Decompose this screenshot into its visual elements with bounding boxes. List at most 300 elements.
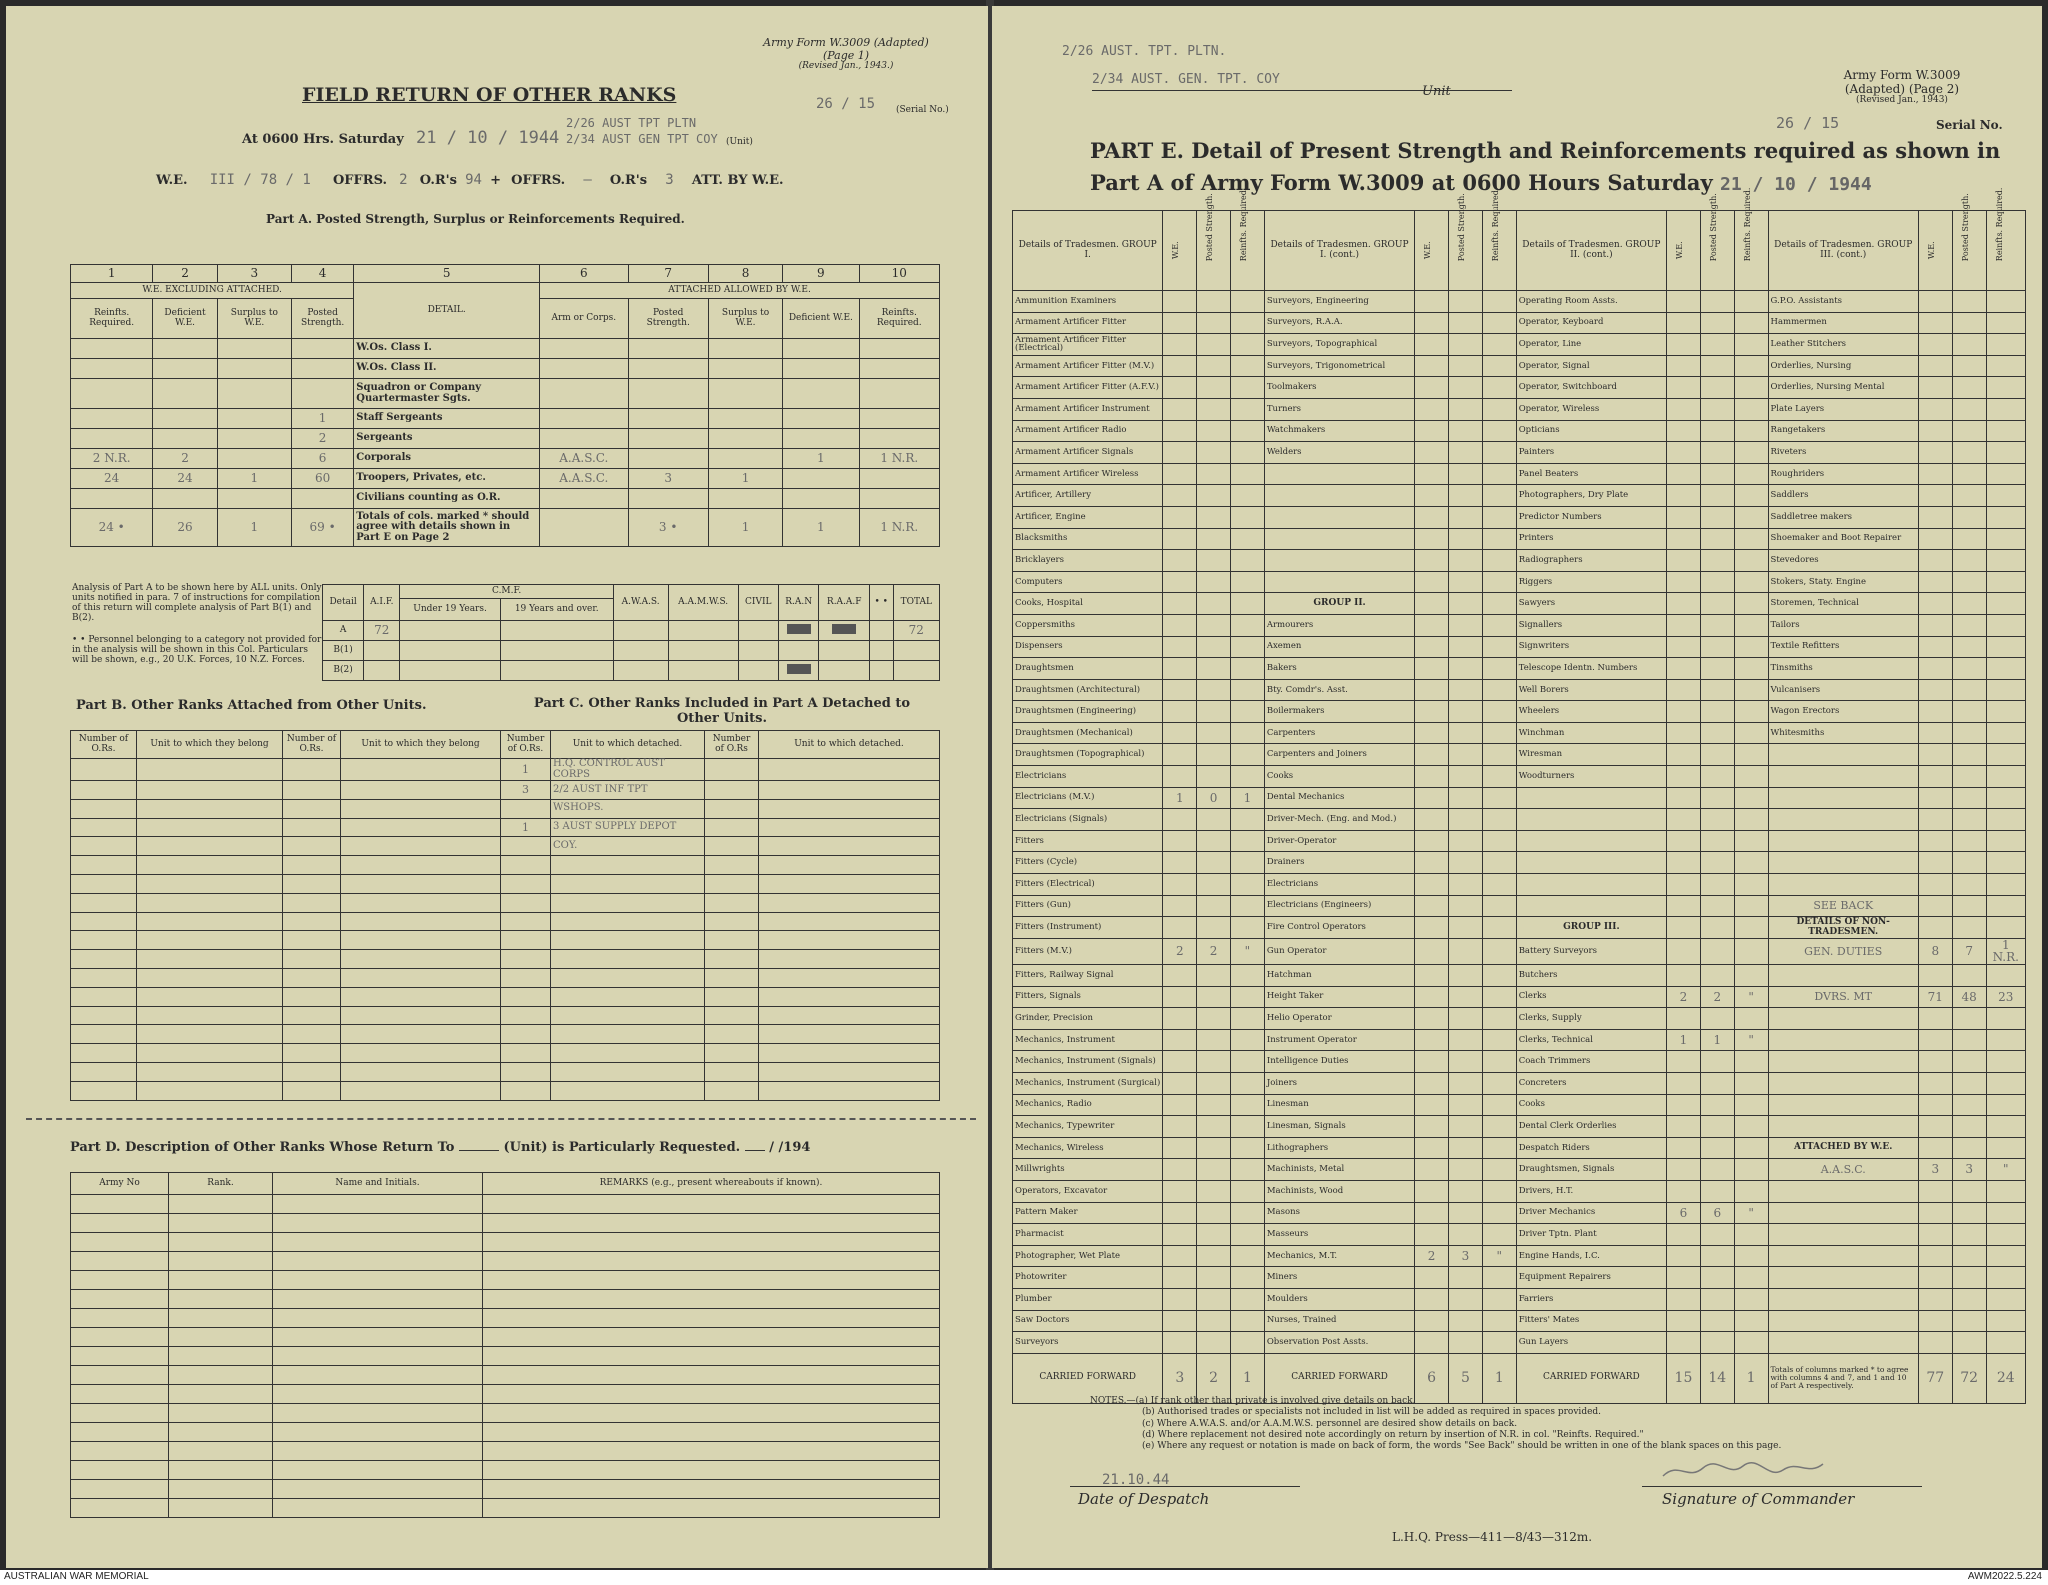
part-e-trade: Printers <box>1516 528 1666 550</box>
part-c-cell <box>705 968 759 987</box>
part-e-value <box>1231 1008 1265 1030</box>
part-d-row <box>71 1195 940 1214</box>
part-c-cell <box>759 968 940 987</box>
part-a-row <box>71 409 940 429</box>
part-c-cell <box>759 912 940 931</box>
part-e-detail-header: Details of Tradesmen. GROUP III. (cont.) <box>1768 211 1918 291</box>
part-e-value <box>1482 1159 1516 1181</box>
part-e-row <box>1013 766 2026 788</box>
part-e-value <box>1197 571 1231 593</box>
part-e-value <box>1952 1202 1986 1224</box>
part-e-value <box>1700 701 1734 723</box>
part-e-value <box>1163 420 1197 442</box>
part-e-value <box>1734 938 1768 964</box>
part-c-cell <box>759 837 940 856</box>
note-line: NOTES.—(a) If rank other than private is involved give details on back. <box>1090 1396 1416 1406</box>
part-e-trade: Mechanics, Instrument (Signals) <box>1013 1051 1163 1073</box>
part-e-value <box>1734 377 1768 399</box>
part-e-trade <box>1768 809 1918 831</box>
part-e-trade: Welders <box>1264 442 1414 464</box>
part-e-value <box>1918 1008 1952 1030</box>
analysis-header: A.A.M.W.S. <box>668 585 738 621</box>
part-e-row <box>1013 312 2026 334</box>
part-e-value <box>1482 1051 1516 1073</box>
part-e-trade: Rangetakers <box>1768 420 1918 442</box>
part-e-value <box>1449 1310 1483 1332</box>
part-e-sub-header-text: W.E. <box>1674 241 1684 260</box>
part-e-value <box>1952 485 1986 507</box>
analysis-cell <box>400 641 500 661</box>
part-a-cell <box>71 339 153 359</box>
analysis-row <box>323 621 940 641</box>
part-c-unit <box>551 950 705 969</box>
part-e-value: 7 <box>1952 938 1986 964</box>
part-e-value <box>1734 895 1768 917</box>
part-e-value <box>1482 1008 1516 1030</box>
part-e-value <box>1734 398 1768 420</box>
part-e-value <box>1734 1224 1768 1246</box>
part-b-cell <box>137 987 283 1006</box>
part-b-cell <box>283 856 341 875</box>
part-e-value <box>1449 1072 1483 1094</box>
part-e-value <box>1163 334 1197 356</box>
part-e-value <box>1197 334 1231 356</box>
part-e-trade: Surveyors, Topographical <box>1264 334 1414 356</box>
part-e-value <box>1482 614 1516 636</box>
part-a-cell: 1 <box>217 469 291 489</box>
part-e-value <box>1952 874 1986 896</box>
analysis-cell <box>668 661 738 681</box>
part-e-value <box>1482 917 1516 939</box>
part-d-cell <box>483 1271 940 1290</box>
part-e-value <box>1163 1072 1197 1094</box>
part-a-detail: Troopers, Privates, etc. <box>354 469 540 489</box>
part-e-value: 2 <box>1415 1245 1449 1267</box>
part-e-value <box>1197 1116 1231 1138</box>
part-b-cell <box>71 837 137 856</box>
part-e-sub-header-text: Reinfts. Required. <box>1994 187 2004 262</box>
part-e-value <box>1700 1180 1734 1202</box>
part-e-value: 0 <box>1197 787 1231 809</box>
part-d-row <box>71 1461 940 1480</box>
part-e-value <box>1986 1288 2025 1310</box>
part-d-cell <box>169 1309 273 1328</box>
part-c-unit <box>551 1025 705 1044</box>
part-e-title-2-text: Part A of Army Form W.3009 at 0600 Hours Saturday <box>1090 170 1713 195</box>
part-e-value <box>1449 1288 1483 1310</box>
part-e-value <box>1415 377 1449 399</box>
part-a-cell: 1 <box>783 449 859 469</box>
part-e-row <box>1013 571 2026 593</box>
part-e-value <box>1415 766 1449 788</box>
part-e-value <box>1667 874 1701 896</box>
part-e-trade: Painters <box>1516 442 1666 464</box>
part-d-row <box>71 1233 940 1252</box>
part-e-value <box>1952 1094 1986 1116</box>
part-e-value <box>1482 571 1516 593</box>
tear-line <box>26 1118 976 1120</box>
part-e-value <box>1986 614 2025 636</box>
part-e-trade: Well Borers <box>1516 679 1666 701</box>
part-e-value <box>1734 291 1768 313</box>
part-e-value <box>1482 1072 1516 1094</box>
part-d-row <box>71 1404 940 1423</box>
part-e-trade <box>1768 830 1918 852</box>
col-number: 2 <box>153 265 217 283</box>
part-d-cell <box>169 1442 273 1461</box>
part-a-cell <box>217 489 291 509</box>
part-e-value <box>1952 1310 1986 1332</box>
analysis-row-label: A <box>323 621 364 641</box>
part-e-trade: Riveters <box>1768 442 1918 464</box>
col-number: 8 <box>708 265 782 283</box>
part-e-trade: Whitesmiths <box>1768 722 1918 744</box>
part-e-row <box>1013 1202 2026 1224</box>
part-e-value <box>1231 550 1265 572</box>
part-e-value: 1 N.R. <box>1986 938 2025 964</box>
part-e-value <box>1231 1202 1265 1224</box>
part-e-value <box>1918 1288 1952 1310</box>
part-e-sub-header-text: Reinfts. Required. <box>1490 187 1500 262</box>
part-a-cell <box>71 359 153 379</box>
part-c-cell <box>759 893 940 912</box>
part-d-cell <box>71 1290 169 1309</box>
analysis-header: R.A.A.F <box>819 585 870 621</box>
offrs-value: 2 <box>399 172 408 188</box>
part-d-cell <box>273 1290 483 1309</box>
part-a-cell <box>540 409 628 429</box>
part-e-trade: Farriers <box>1516 1288 1666 1310</box>
part-e-value <box>1700 528 1734 550</box>
part-a-cell <box>859 429 939 449</box>
part-e-value <box>1197 1267 1231 1289</box>
part-a-cell: 3 • <box>628 509 708 547</box>
part-a-row <box>71 379 940 409</box>
part-d-header: Name and Initials. <box>273 1173 483 1195</box>
part-e-value <box>1163 528 1197 550</box>
part-e-sub-header <box>1449 193 1483 291</box>
part-e-trade <box>1768 1029 1918 1051</box>
part-e-value <box>1918 809 1952 831</box>
part-a-cell: 1 <box>291 409 353 429</box>
part-e-value <box>1986 636 2025 658</box>
part-e-trade: GROUP III. <box>1516 917 1666 939</box>
analysis-row <box>323 641 940 661</box>
part-b-cell <box>137 1062 283 1081</box>
col-header: Deficient W.E. <box>153 299 217 339</box>
part-e-value <box>1482 377 1516 399</box>
carried-forward-label: CARRIED FORWARD <box>1516 1353 1666 1403</box>
part-e-value <box>1667 852 1701 874</box>
part-e-value <box>1231 1072 1265 1094</box>
part-e-trade: Turners <box>1264 398 1414 420</box>
part-e-title-2 <box>1090 170 1872 195</box>
part-e-value <box>1231 1029 1265 1051</box>
part-b-cell <box>341 818 501 837</box>
part-e-value <box>1415 593 1449 615</box>
part-e-value <box>1986 679 2025 701</box>
part-e-value <box>1449 485 1483 507</box>
part-e-trade: Winchman <box>1516 722 1666 744</box>
we-value: III / 78 / 1 <box>209 172 311 188</box>
part-e-value <box>1700 1008 1734 1030</box>
part-a-cell: 2 N.R. <box>71 449 153 469</box>
part-e-value <box>1449 766 1483 788</box>
part-d-header: REMARKS (e.g., present whereabouts if known). <box>483 1173 940 1195</box>
part-e-trade: Instrument Operator <box>1264 1029 1414 1051</box>
part-c-number <box>501 968 551 987</box>
part-e-sub-header <box>1415 211 1449 291</box>
part-b-cell <box>137 818 283 837</box>
part-a-detail: W.Os. Class I. <box>354 339 540 359</box>
we-line <box>156 172 784 188</box>
part-e-value <box>1952 636 1986 658</box>
commander-signature <box>1658 1456 1828 1484</box>
col-header: Surplus to W.E. <box>708 299 782 339</box>
part-e-value: " <box>1734 1202 1768 1224</box>
part-e-value <box>1482 528 1516 550</box>
part-bc-row <box>71 874 940 893</box>
part-c-cell <box>705 912 759 931</box>
part-e-value <box>1415 485 1449 507</box>
part-a-cell: 1 N.R. <box>859 509 939 547</box>
part-c-cell <box>705 1062 759 1081</box>
part-e-value <box>1700 1051 1734 1073</box>
part-e-value <box>1163 1051 1197 1073</box>
part-a-cell <box>783 469 859 489</box>
page-2 <box>992 6 2042 1568</box>
part-d-cell <box>71 1385 169 1404</box>
part-d-cell <box>169 1404 273 1423</box>
part-e-value <box>1918 874 1952 896</box>
part-c-unit: WSHOPS. <box>551 799 705 818</box>
part-d-cell <box>71 1214 169 1233</box>
part-bc-row <box>71 1025 940 1044</box>
part-e-value <box>1952 442 1986 464</box>
part-b-cell <box>283 1062 341 1081</box>
part-e-value <box>1449 528 1483 550</box>
part-e-value <box>1986 1137 2025 1159</box>
analysis-total <box>893 641 939 661</box>
part-e-value <box>1231 809 1265 831</box>
part-e-value <box>1163 1094 1197 1116</box>
part-a-cell <box>540 509 628 547</box>
part-e-trade: Draughtsmen (Architectural) <box>1013 679 1163 701</box>
part-e-value <box>1667 701 1701 723</box>
part-a-detail: Civilians counting as O.R. <box>354 489 540 509</box>
part-e-value <box>1667 1180 1701 1202</box>
part-e-sub-header <box>1231 187 1265 291</box>
part-c-unit: COY. <box>551 837 705 856</box>
part-e-trade: Predictor Numbers <box>1516 506 1666 528</box>
part-e-value <box>1482 463 1516 485</box>
part-e-value <box>1482 1137 1516 1159</box>
part-a-row <box>71 489 940 509</box>
part-c-number <box>501 1025 551 1044</box>
part-b-cell <box>283 987 341 1006</box>
part-e-value <box>1231 614 1265 636</box>
part-e-sub-header <box>1734 187 1768 291</box>
analysis-cell <box>613 661 668 681</box>
part-d-cell <box>169 1233 273 1252</box>
part-b-cell <box>137 1044 283 1063</box>
part-e-value <box>1449 377 1483 399</box>
part-bc-row <box>71 818 940 837</box>
part-c-number: 3 <box>501 781 551 800</box>
part-e-value <box>1952 1072 1986 1094</box>
carried-forward-value: 15 <box>1667 1353 1701 1403</box>
part-a-cell: 24 • <box>71 509 153 547</box>
part-d-cell <box>169 1385 273 1404</box>
part-d-cell <box>169 1347 273 1366</box>
part-e-trade: Mechanics, Instrument <box>1013 1029 1163 1051</box>
part-e-value <box>1667 377 1701 399</box>
part-e-row <box>1013 377 2026 399</box>
part-d-cell <box>483 1442 940 1461</box>
part-e-value <box>1952 334 1986 356</box>
part-e-value <box>1667 722 1701 744</box>
part-e-value <box>1667 917 1701 939</box>
part-e-value <box>1986 1051 2025 1073</box>
part-a-cell <box>540 379 628 409</box>
part-e-value <box>1700 874 1734 896</box>
part-e-row <box>1013 398 2026 420</box>
part-e-trade: A.A.S.C. <box>1768 1159 1918 1181</box>
part-e-value <box>1734 463 1768 485</box>
part-e-trade: Plate Layers <box>1768 398 1918 420</box>
part-bc-row <box>71 987 940 1006</box>
part-b-cell <box>137 799 283 818</box>
part-e-trade: Fitters (Electrical) <box>1013 874 1163 896</box>
analysis-cell <box>668 621 738 641</box>
despatch-line <box>1070 1486 1300 1487</box>
part-d-cell <box>483 1214 940 1233</box>
part-e-trade: Concreters <box>1516 1072 1666 1094</box>
part-e-value <box>1231 485 1265 507</box>
col-number: 5 <box>354 265 540 283</box>
analysis-cell <box>668 641 738 661</box>
part-e-value <box>1667 895 1701 917</box>
part-b-cell <box>137 912 283 931</box>
analysis-cell <box>869 621 893 641</box>
part-b-cell <box>283 931 341 950</box>
part-e-value <box>1918 1072 1952 1094</box>
part-a-cell <box>153 359 217 379</box>
part-c-cell <box>705 799 759 818</box>
part-e-sub-header-text: Posted Strength. <box>1960 193 1970 262</box>
part-e-value <box>1700 787 1734 809</box>
part-a-cell: 2 <box>291 429 353 449</box>
part-a-cell <box>217 359 291 379</box>
part-e-value: 48 <box>1952 986 1986 1008</box>
part-e-value <box>1231 1159 1265 1181</box>
part-a-cell <box>708 489 782 509</box>
part-b-cell <box>71 799 137 818</box>
part-b-cell <box>137 874 283 893</box>
part-c-cell <box>759 1062 940 1081</box>
part-e-value <box>1415 571 1449 593</box>
part-bc-row <box>71 893 940 912</box>
part-e-value <box>1415 1288 1449 1310</box>
part-e-value <box>1734 917 1768 939</box>
part-e-value <box>1231 593 1265 615</box>
part-e-trade: Driver Mechanics <box>1516 1202 1666 1224</box>
part-a-row <box>71 429 940 449</box>
part-b-cell <box>341 759 501 781</box>
part-c-number <box>501 1062 551 1081</box>
analysis-header: CIVIL <box>738 585 778 621</box>
part-e-sub-header <box>1667 211 1701 291</box>
part-e-value <box>1700 1332 1734 1354</box>
part-e-row <box>1013 1159 2026 1181</box>
unit-handwritten-right-1: 2/26 AUST. TPT. PLTN. <box>1062 44 1227 59</box>
part-e-sub-header-text: W.E. <box>1926 241 1936 260</box>
part-e-trade: GEN. DUTIES <box>1768 938 1918 964</box>
part-e-trade: Fitters <box>1013 830 1163 852</box>
part-e-trade: Armament Artificer Fitter (Electrical) <box>1013 334 1163 356</box>
analysis-row <box>323 661 940 681</box>
part-d-cell <box>71 1442 169 1461</box>
part-e-trade: Wheelers <box>1516 701 1666 723</box>
part-e-value <box>1986 550 2025 572</box>
part-e-value <box>1700 636 1734 658</box>
part-e-value <box>1415 809 1449 831</box>
part-e-value <box>1700 442 1734 464</box>
part-c-number <box>501 912 551 931</box>
part-b-cell <box>71 818 137 837</box>
part-c-number: 1 <box>501 759 551 781</box>
part-e-value <box>1415 722 1449 744</box>
part-b-cell <box>71 893 137 912</box>
part-e-trade: Driver Tptn. Plant <box>1516 1224 1666 1246</box>
part-a-cell <box>153 429 217 449</box>
part-d-row <box>71 1385 940 1404</box>
part-a-cell <box>71 489 153 509</box>
part-c-unit <box>551 1081 705 1100</box>
part-d-cell <box>169 1461 273 1480</box>
part-e-value <box>1163 550 1197 572</box>
analysis-aif <box>364 661 400 681</box>
part-e-trade <box>1264 550 1414 572</box>
part-e-row <box>1013 593 2026 615</box>
part-e-value <box>1952 787 1986 809</box>
part-a-cell <box>291 489 353 509</box>
part-e-value <box>1163 442 1197 464</box>
part-e-value <box>1163 830 1197 852</box>
part-e-value: 1 <box>1231 787 1265 809</box>
part-b-cell <box>341 893 501 912</box>
part-e-trade: Millwrights <box>1013 1159 1163 1181</box>
part-e-trade: Armament Artificer Radio <box>1013 420 1163 442</box>
part-e-value <box>1163 658 1197 680</box>
part-e-value <box>1197 917 1231 939</box>
part-e-value <box>1734 809 1768 831</box>
part-e-trade <box>1516 830 1666 852</box>
part-e-value <box>1197 506 1231 528</box>
part-e-value <box>1700 658 1734 680</box>
part-e-value <box>1449 938 1483 964</box>
part-e-trade: Surveyors <box>1013 1332 1163 1354</box>
col-number: 3 <box>217 265 291 283</box>
part-e-value <box>1197 1288 1231 1310</box>
part-e-trade: Operating Room Assts. <box>1516 291 1666 313</box>
part-e-value <box>1231 1180 1265 1202</box>
col-header: Surplus to W.E. <box>217 299 291 339</box>
part-e-trade: Mechanics, Radio <box>1013 1094 1163 1116</box>
part-e-value <box>1918 895 1952 917</box>
part-e-value <box>1734 830 1768 852</box>
part-e-trade: Bty. Comdr's. Asst. <box>1264 679 1414 701</box>
